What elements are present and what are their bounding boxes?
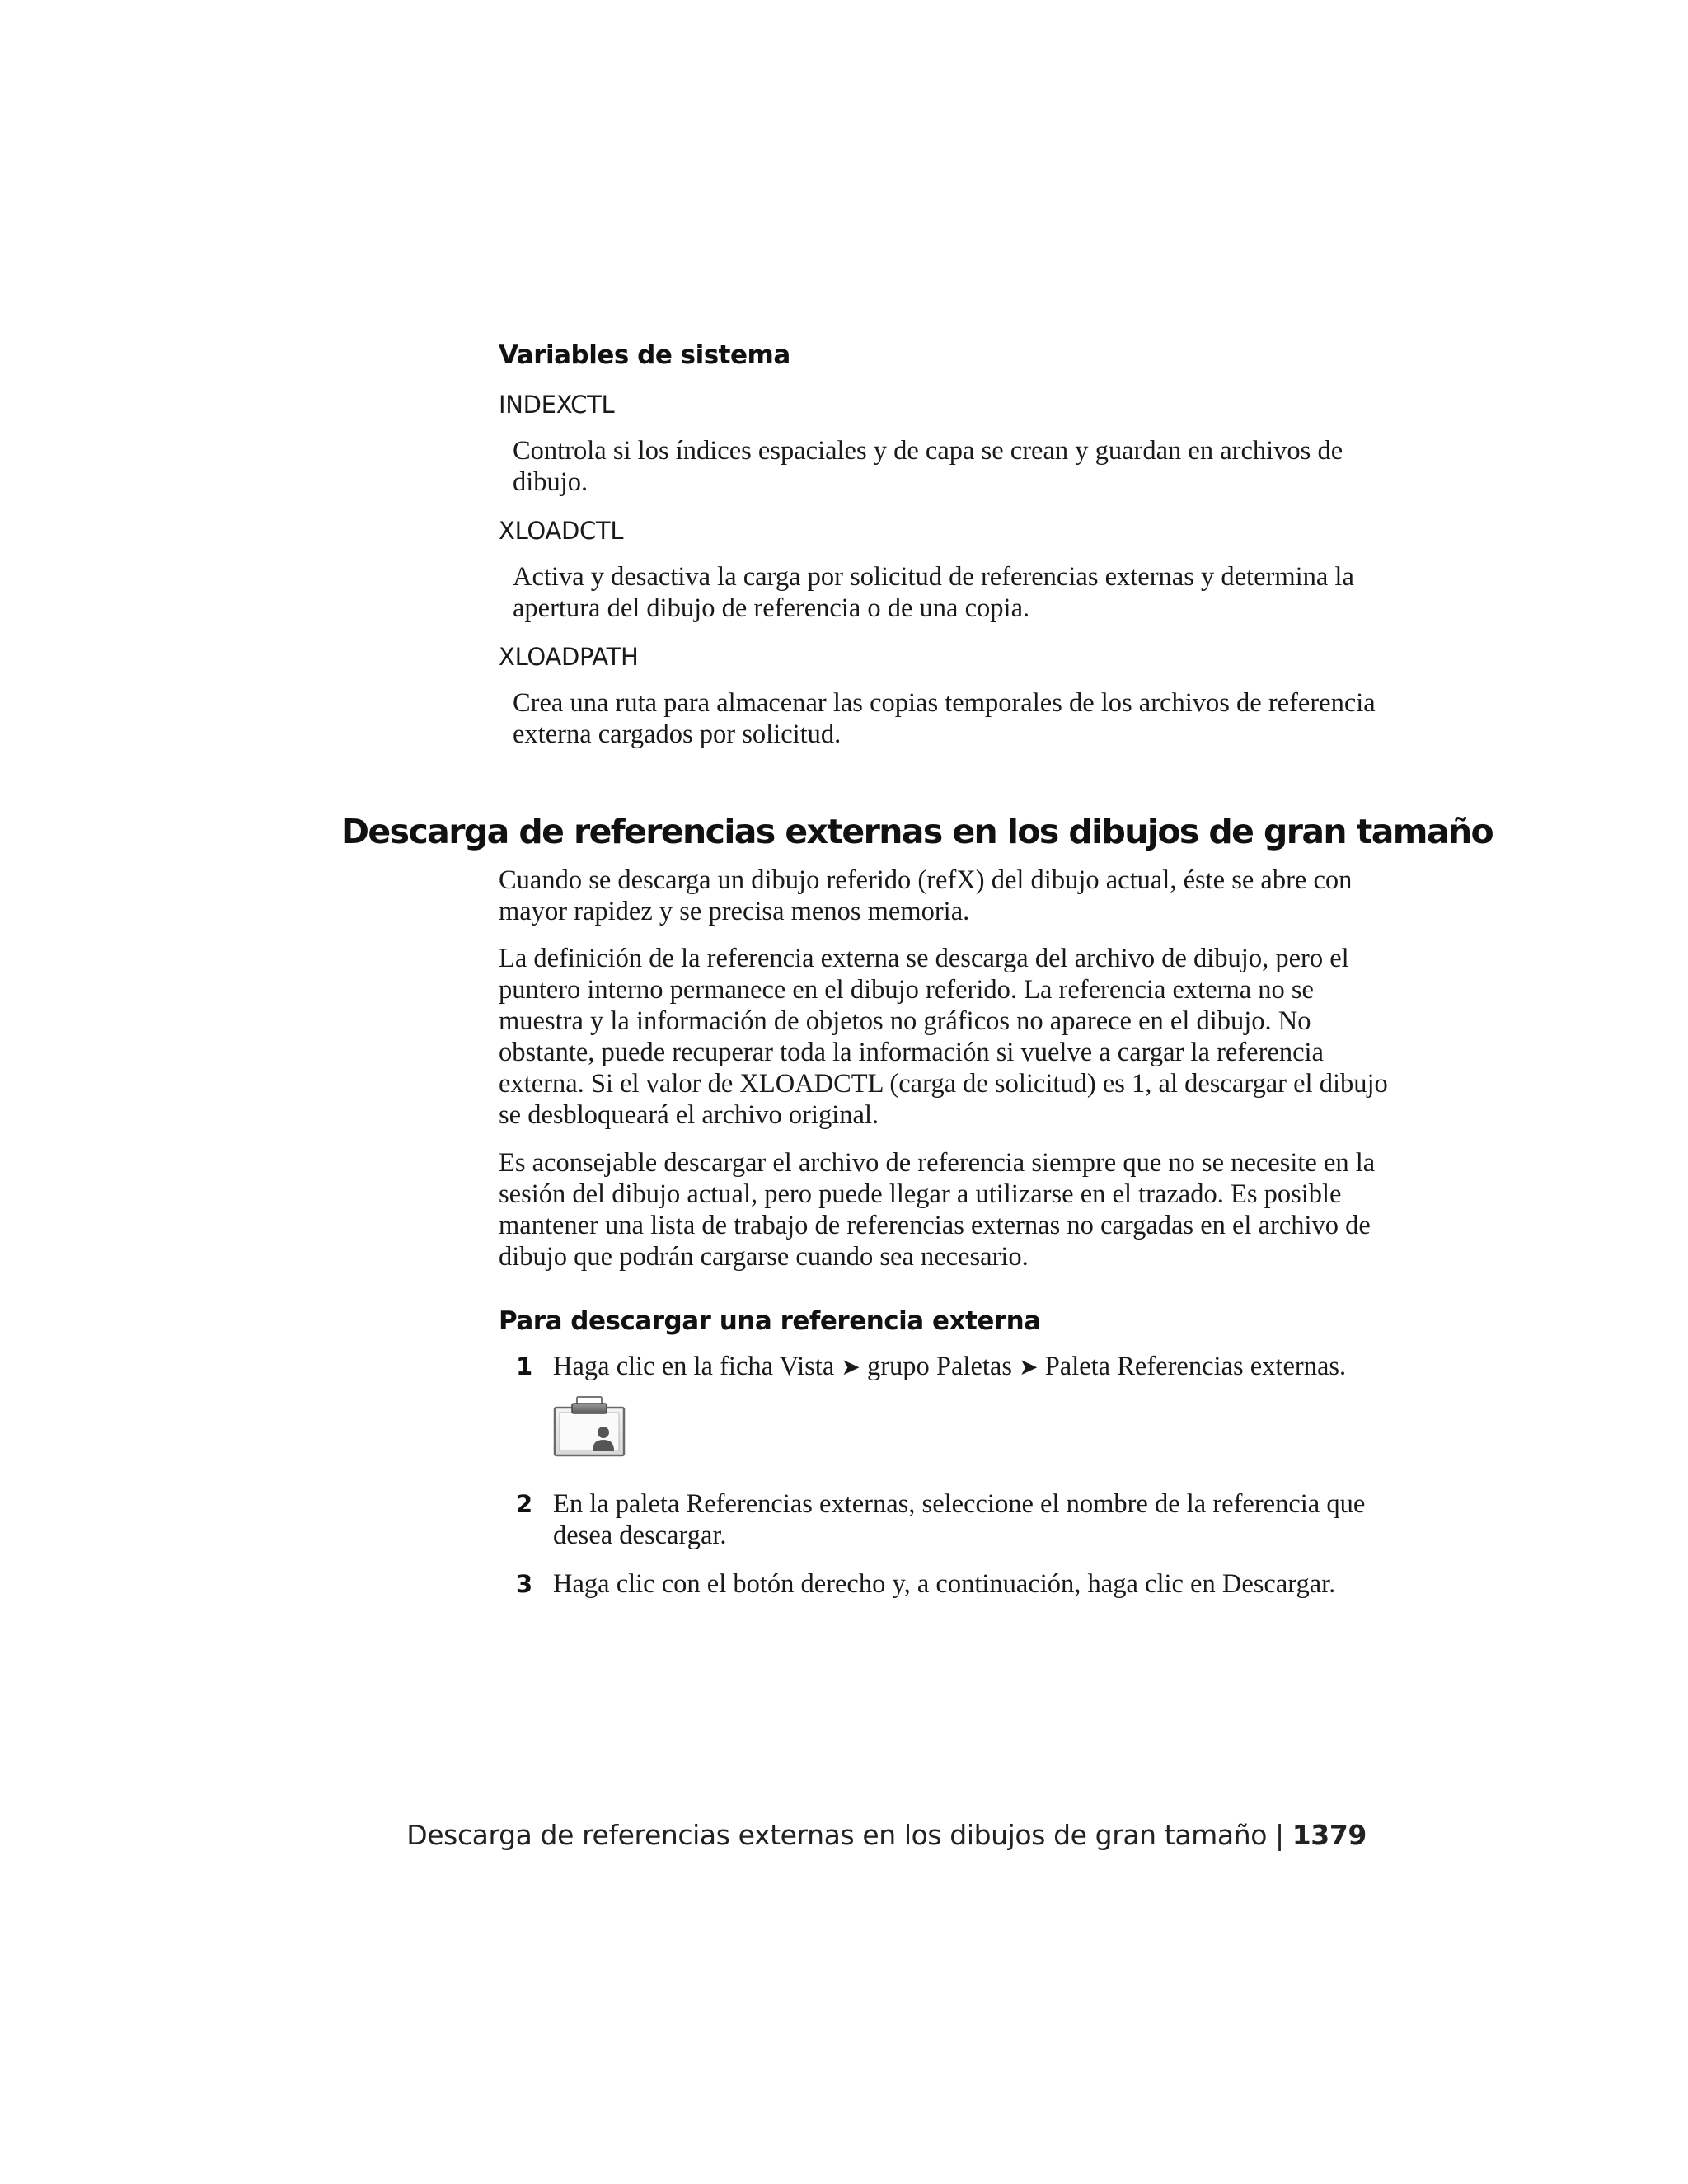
step-1-part-palette: Paleta Referencias externas. [1044,1352,1347,1381]
step-number-3: 3 [516,1570,533,1598]
variable-name-xloadctl: XLOADCTL [499,517,624,545]
footer-separator: | [1275,1819,1284,1851]
variable-description-indexctl: Controla si los índices espaciales y de capa se crean y guardan en archivos de dibujo. [513,436,1343,497]
paragraph-definition: La definición de la referencia externa se descarga del archivo de dibujo, pero el puntero interno permanece en el dibujo referido. La referencia externa no se muestra y la información de objetos no gráficos no aparece en el dibujo. No obstante, puede recuperar toda la información si vuelve a cargar la referencia externa. Si el valor de XLOADCTL (carga de solicitud) es 1, al descargar el dibujo se desbloqueará el archivo original. [499,944,1388,1130]
step-text-3: Haga clic con el botón derecho y, a continuación, haga clic en Descargar. [553,1569,1336,1599]
system-variables-heading: Variables de sistema [499,340,790,370]
step-number-1: 1 [516,1352,533,1380]
paragraph-intro: Cuando se descarga un dibujo referido (refX) del dibujo actual, éste se abre con mayor rapidez y se precisa menos memoria. [499,865,1353,926]
variable-description-xloadctl: Activa y desactiva la carga por solicitud de referencias externas y determina la apertura del dibujo de referencia o de una copia. [513,562,1354,623]
section-title: Descarga de referencias externas en los dibujos de gran tamaño [341,812,1493,851]
menu-arrow-icon: ➤ [1019,1353,1039,1380]
menu-arrow-icon: ➤ [841,1353,860,1380]
running-title: Descarga de referencias externas en los dibujos de gran tamaño [406,1819,1268,1851]
variable-name-xloadpath: XLOADPATH [499,643,639,671]
step-text-1 [553,1351,1394,1383]
step-text-2: En la paleta Referencias externas, seleccione el nombre de la referencia que desea descargar. [553,1489,1366,1550]
procedure-heading: Para descargar una referencia externa [499,1306,1041,1336]
step-1-part-panel: grupo Paletas [866,1352,1012,1381]
variable-description-xloadpath: Crea una ruta para almacenar las copias temporales de los archivos de referencia externa cargados por solicitud. [513,688,1376,749]
step-1-part-ribbon-tab: Haga clic en la ficha Vista [553,1352,835,1381]
page-number: 1379 [1292,1819,1367,1851]
external-references-palette-icon [552,1393,630,1459]
page-footer [406,1819,1367,1851]
step-number-2: 2 [516,1490,533,1518]
paragraph-recommendation: Es aconsejable descargar el archivo de referencia siempre que no se necesite en la sesión del dibujo actual, pero puede llegar a utilizarse en el trazado. Es posible mantener una lista de trabajo de referencias externas no cargadas en el archivo de dibujo que podrán cargarse cuando sea necesario. [499,1148,1376,1272]
variable-name-indexctl: INDEXCTL [499,391,615,419]
